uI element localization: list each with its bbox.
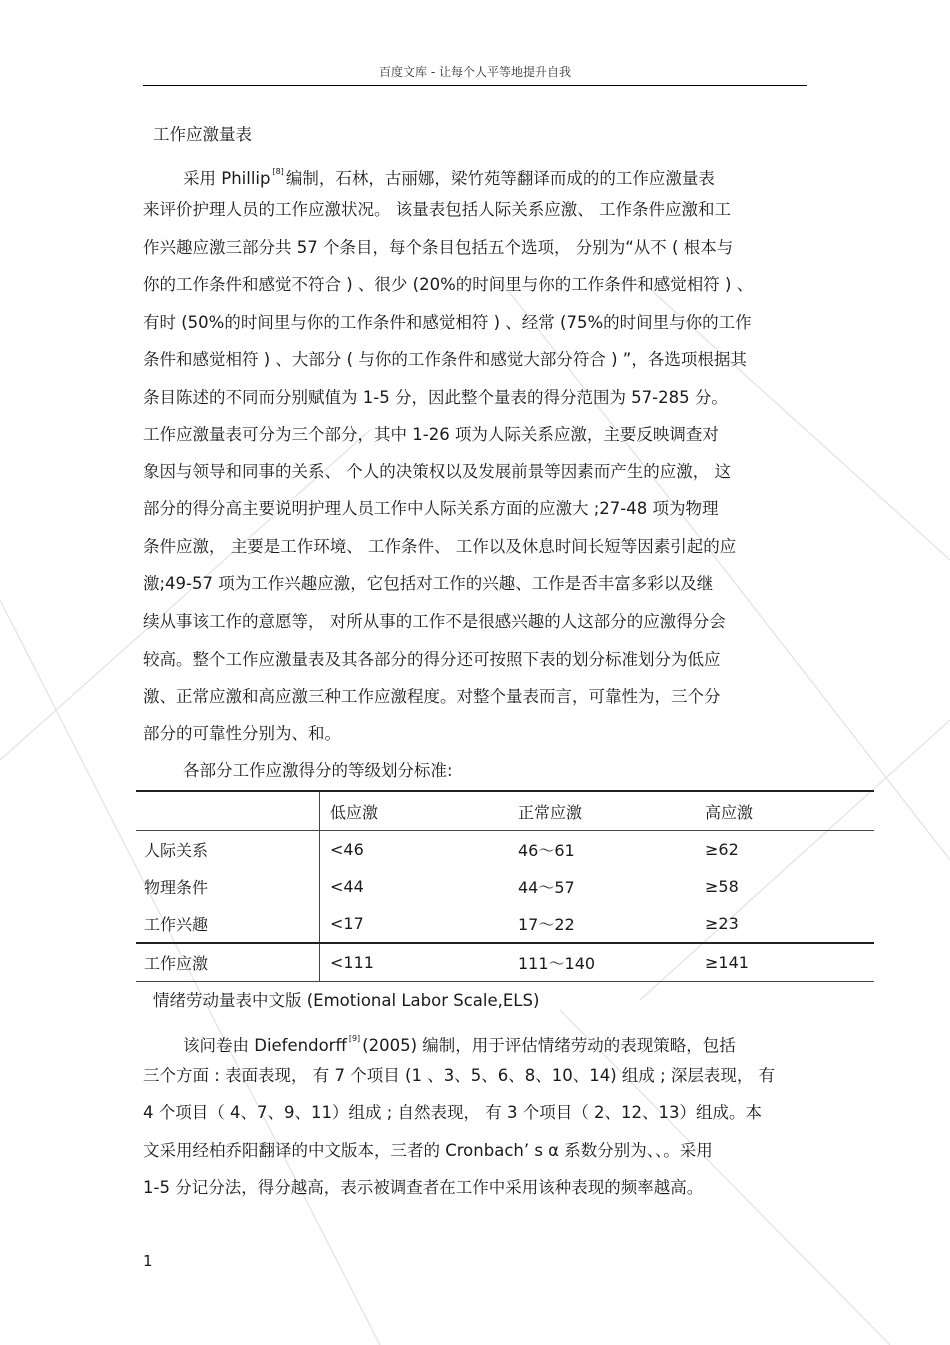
paragraph-line: 有时 (50%的时间里与你的工作条件和感觉相符 ) 、经常 (75%的时间里与你的工作 [143,313,752,332]
table-cell: <17 [320,905,509,943]
table-cell: ≥23 [705,914,739,933]
paragraph-line: 激;49-57 项为工作兴趣应激，它包括对工作的兴趣、工作是否丰富多彩以及继 [143,574,714,593]
header-rule [143,85,807,86]
paragraph-line: 1-5 分记分法，得分越高，表示被调查者在工作中采用该种表现的频率越高。 [143,1178,704,1197]
page-number: 1 [143,1252,153,1270]
paragraph-text: 编制，石林，古丽娜，梁竹苑等翻译而成的的工作应激量表 [285,169,715,188]
paragraph-text: (2005) 编制，用于评估情绪劳动的表现策略，包括 [362,1036,736,1055]
table-row [136,868,874,905]
paragraph-line: 条目陈述的不同而分别赋值为 1-5 分，因此整个量表的得分范围为 57-285 分。 [143,388,728,407]
section-title: 工作应激量表 [153,125,252,144]
paragraph-line: 条件和感觉相符 ) 、大部分 ( 与你的工作条件和感觉大部分符合 ) ”，各选项根据其 [143,350,747,369]
table-header-cell: 正常应激 [508,791,695,831]
table-caption: 各部分工作应激得分的等级划分标准: [183,761,453,780]
table-cell: ≥141 [695,943,874,982]
table-row [136,831,874,869]
table-cell: 工作兴趣 [144,915,209,934]
table-header-cell: 低应激 [320,791,509,831]
paragraph-line: 文采用经柏乔阳翻译的中文版本，三者的 Cronbach’ s α 系数分别为、、。采用 [143,1141,713,1160]
page-header: 百度文库 - 让每个人平等地提升自我 [379,65,571,79]
table-cell: <111 [320,943,509,982]
paragraph-text: 采用 Phillip [183,169,271,188]
table-header-row [136,791,874,831]
table-header-cell [136,791,320,831]
paragraph-line: 条件应激， 主要是工作环境、 工作条件、 工作以及休息时间长短等因素引起的应 [143,537,737,556]
paragraph-line: 象因与领导和同事的关系、 个人的决策权以及发展前景等因素而产生的应激， 这 [143,462,731,481]
table-cell: ≥58 [705,877,739,896]
paragraph-line: 工作应激量表可分为三个部分，其中 1-26 项为人际关系应激，主要反映调查对 [143,425,719,444]
table-total-row [136,943,874,982]
table-cell: 工作应激 [136,943,320,982]
table-cell: 人际关系 [144,841,209,860]
paragraph-line: 来评价护理人员的工作应激状况。 该量表包括人际关系应激、 工作条件应激和工 [143,200,731,219]
table-header-cell: 高应激 [695,791,874,831]
table-row [136,905,874,943]
paragraph-line: 三个方面 : 表面表现， 有 7 个项目 (1 、3、5、6、8、10、14) 组成 ; 深层表现， 有 [143,1066,776,1085]
table-cell: 111～140 [508,943,695,982]
paragraph-line: 激、正常应激和高应激三种工作应激程度。对整个量表而言，可靠性为，三个分 [143,687,721,706]
table-cell: 44～57 [518,878,575,897]
paragraph-line: 部分的得分高主要说明护理人员工作中人际关系方面的应激大 ;27-48 项为物理 [143,499,719,518]
table-cell: <44 [320,868,509,905]
table-cell: <46 [320,831,509,869]
paragraph-text: 该问卷由 Diefendorff [183,1036,347,1055]
table-cell: 46～61 [518,841,575,860]
paragraph-line: 部分的可靠性分别为、和。 [143,724,341,743]
table-cell: ≥62 [705,840,739,859]
paragraph-line: 4 个项目（ 4、7、9、11）组成 ; 自然表现， 有 3 个项目（ 2、12、13）组成。本 [143,1103,762,1122]
section-title: 情绪劳动量表中文版 (Emotional Labor Scale,ELS) [153,991,540,1010]
paragraph-line: 续从事该工作的意愿等， 对所从事的工作不是很感兴趣的人这部分的应激得分会 [143,612,726,631]
paragraph-line: 你的工作条件和感觉不符合 ) 、很少 (20%的时间里与你的工作条件和感觉相符 ) 、 [143,275,754,294]
table-cell: 物理条件 [144,878,209,897]
paragraph-line: 较高。整个工作应激量表及其各部分的得分还可按照下表的划分标准划分为低应 [143,650,721,669]
grade-table [136,790,874,982]
paragraph-line [183,1028,853,1057]
table-cell: 17～22 [518,915,575,934]
paragraph-line [183,161,853,190]
citation-ref: [8] [272,167,284,176]
citation-ref: [9] [348,1034,361,1043]
paragraph-line: 作兴趣应激三部分共 57 个条目，每个条目包括五个选项， 分别为“从不 ( 根本与 [143,238,734,257]
